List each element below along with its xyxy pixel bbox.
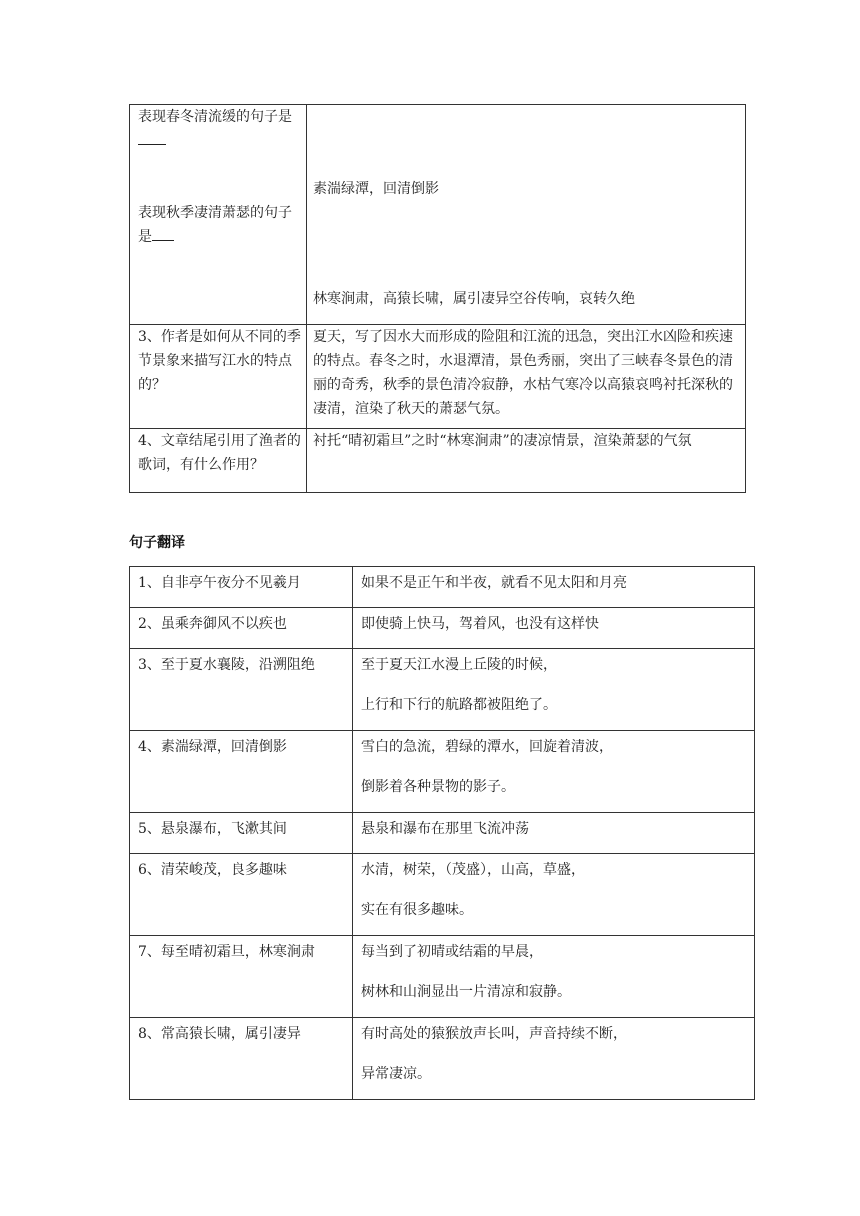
answer-blank [138,130,166,145]
answer-cell: 夏天，写了因水大而形成的险阻和江流的迅急，突出江水凶险和疾速的特点。春冬之时，水退潭清，景色秀丽，突出了三峡春冬景色的清丽的奇秀，秋季的景色清冷寂静，水枯气寒冷以高猿哀鸣衬托深秋的凄清，渲染了秋天的萧瑟气氛。 [307,325,746,429]
analysis-row-2 [130,325,746,429]
source-sentence: 4、素湍绿潭，回清倒影 [130,731,353,813]
question-cell: 3、作者是如何从不同的季节景象来描写江水的特点的？ [130,325,307,429]
translation-cell [353,608,755,649]
translation-text: 水清，树荣，（茂盛），山高，草盛， [361,862,585,878]
translation-cell [353,854,755,936]
translation-row [130,813,755,854]
translation-text: 异常凄凉。 [361,1066,431,1082]
source-sentence: 8、常高猿长啸，属引凄异 [130,1018,353,1100]
question-text: 表现秋季凄清萧瑟的句子是 [138,205,292,245]
source-sentence: 5、悬泉瀑布，飞漱其间 [130,813,353,854]
translation-text: 雪白的急流，碧绿的潭水，回旋着清波， [361,739,613,755]
translation-text: 每当到了初晴或结霜的早晨， [361,944,543,960]
translation-row [130,649,755,731]
source-sentence: 2、虽乘奔御风不以疾也 [130,608,353,649]
analysis-table [129,104,746,493]
source-sentence: 1、自非亭午夜分不见羲月 [130,567,353,608]
answer-cell [307,105,746,325]
translation-table [129,566,755,1100]
translation-text: 倒影着各种景物的影子。 [361,779,515,795]
question-cell: 4、文章结尾引用了渔者的歌词，有什么作用？ [130,429,307,493]
translation-text: 上行和下行的航路都被阻绝了。 [361,697,557,713]
translation-row [130,936,755,1018]
translation-text: 实在有很多趣味。 [361,902,473,918]
question-cell [130,105,307,325]
translation-row [130,567,755,608]
answer-cell: 衬托“晴初霜旦”之时“林寒涧肃”的凄凉情景，渲染萧瑟的气氛 [307,429,746,493]
translation-cell [353,1018,755,1100]
translation-cell [353,567,755,608]
translation-row [130,1018,755,1100]
analysis-row-3 [130,429,746,493]
translation-row [130,608,755,649]
answer-text: 素湍绿潭，回清倒影 [313,181,439,197]
translation-row [130,854,755,936]
translation-text: 有时高处的猿猴放声长叫，声音持续不断， [361,1026,627,1042]
translation-cell [353,731,755,813]
translation-text: 树林和山涧显出一片清凉和寂静。 [361,984,571,1000]
translation-text: 即使骑上快马，驾着风，也没有这样快 [361,616,599,632]
section-heading: 句子翻译 [129,535,185,551]
translation-cell [353,649,755,731]
source-sentence: 7、每至晴初霜旦，林寒涧肃 [130,936,353,1018]
translation-text: 如果不是正午和半夜，就看不见太阳和月亮 [361,575,627,591]
translation-text: 悬泉和瀑布在那里飞流冲荡 [361,821,529,837]
translation-text: 至于夏天江水漫上丘陵的时候， [361,657,557,673]
source-sentence: 3、至于夏水襄陵，沿溯阻绝 [130,649,353,731]
translation-cell [353,936,755,1018]
translation-row [130,731,755,813]
answer-blank [152,226,174,241]
analysis-row-1 [130,105,746,325]
question-text: 表现春冬清流缓的句子是 [138,109,292,125]
translation-cell [353,813,755,854]
answer-text: 林寒涧肃，高猿长啸，属引凄异空谷传响，哀转久绝 [313,291,635,307]
source-sentence: 6、清荣峻茂，良多趣味 [130,854,353,936]
